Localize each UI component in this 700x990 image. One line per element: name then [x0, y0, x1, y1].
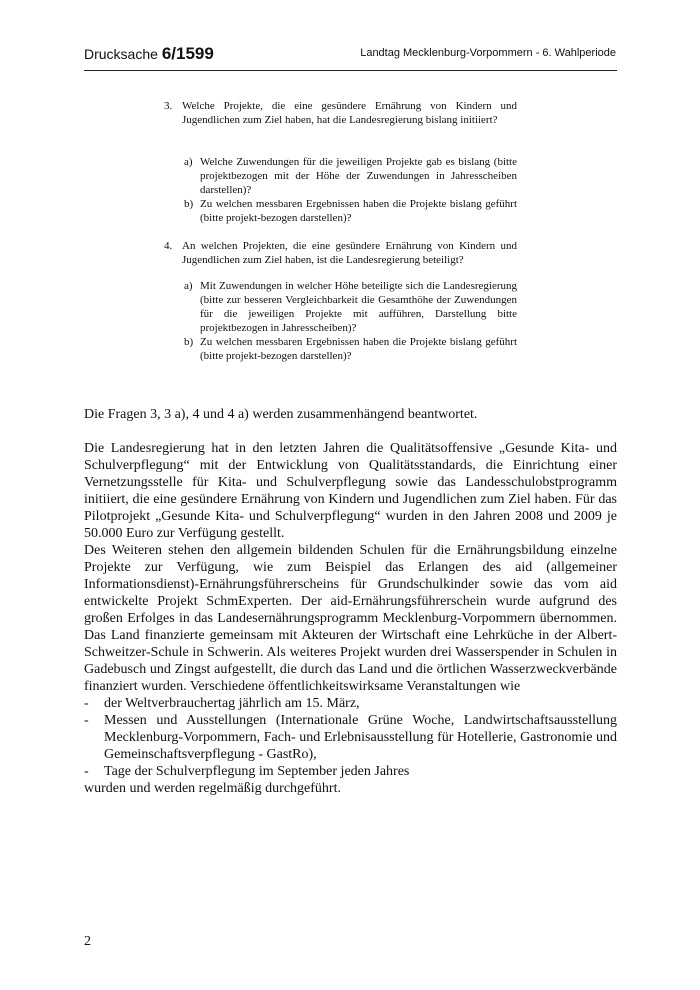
- header-divider: [84, 70, 617, 71]
- question-text: Welche Projekte, die eine gesündere Ernährung von Kindern und Jugendlichen zum Ziel haben, hat die Landesregierung bislang initiiert?: [182, 100, 517, 126]
- bullet-dash: -: [84, 696, 89, 711]
- sub-text: Mit Zuwendungen in welcher Höhe beteiligte sich die Landesregierung (bitte zur besseren Vergleichbarkeit die Gesamthöhe der Zuwendungen für die jeweiligen Projekte mit aufführen, Darstellung bitte projektbezogen in Jahresscheiben)?: [200, 280, 517, 334]
- question-4-sub-a: [184, 279, 517, 335]
- sub-label: b): [184, 336, 194, 348]
- question-4: [164, 239, 517, 267]
- answer-intro-text: Die Fragen 3, 3 a), 4 und 4 a) werden zusammenhängend beantwortet.: [84, 407, 478, 422]
- sub-text: Welche Zuwendungen für die jeweiligen Projekte gab es bislang (bitte projektbezogen mit der Höhe der Zuwendungen in Jahresscheiben darstellen)?: [200, 156, 517, 196]
- answer-body: [84, 440, 617, 797]
- answer-paragraph-1: Die Landesregierung hat in den letzten Jahren die Qualitätsoffensive „Gesunde Kita- und Schulverpflegung“ mit der Entwicklung von Qualitätsstandards, die Einrichtung einer Vernetzungsstelle für Kita- und Schulverpflegung sowie das Landesschulobstprogramm initiiert, die eine gesündere Ernährung von Kindern und Jugendlichen zum Ziel haben. Für das Pilotprojekt „Gesunde Kita- und Schulverpflegung“ wurden in den Jahren 2008 und 2009 je 50.000 Euro zur Verfügung gestellt.: [84, 441, 617, 541]
- sub-label: a): [184, 280, 193, 292]
- page-number: 2: [84, 934, 91, 949]
- question-3-sub-b: [184, 197, 517, 225]
- question-3: [164, 99, 517, 127]
- bullet-text: Messen und Ausstellungen (Internationale Grüne Woche, Landwirtschaftsausstellung Mecklenburg-Vorpommern, Fach- und Erlebnisausstellung für Hotellerie, Gastronomie und Gemeinschaftsverpflegung - GastRo),: [104, 713, 617, 762]
- answer-closing: wurden und werden regelmäßig durchgeführt.: [84, 781, 341, 796]
- header-parliament: Landtag Mecklenburg-Vorpommern - 6. Wahlperiode: [360, 47, 616, 59]
- bullet-dash: -: [84, 764, 89, 779]
- sub-label: a): [184, 156, 193, 168]
- question-number: 3.: [164, 100, 173, 112]
- sub-text: Zu welchen messbaren Ergebnissen haben die Projekte bislang geführt (bitte projekt-bezogen darstellen)?: [200, 198, 517, 224]
- bullet-dash: -: [84, 713, 89, 728]
- bullet-item: [84, 695, 617, 712]
- bullet-text: Tage der Schulverpflegung im September jeden Jahres: [104, 764, 410, 779]
- bullet-item: [84, 712, 617, 763]
- answer-intro: [84, 406, 617, 423]
- bullet-item: [84, 763, 617, 780]
- header-document-number: [84, 44, 214, 64]
- question-text: An welchen Projekten, die eine gesündere Ernährung von Kindern und Jugendlichen zum Ziel haben, ist die Landesregierung beteiligt?: [182, 240, 517, 266]
- bullet-text: der Weltverbrauchertag jährlich am 15. März,: [104, 696, 360, 711]
- sub-label: b): [184, 198, 194, 210]
- header-prefix: Drucksache: [84, 46, 162, 62]
- answer-paragraph-2: Des Weiteren stehen den allgemein bildenden Schulen für die Ernährungsbildung einzelne Projekte zur Verfügung, wie zum Beispiel das Erlangen des aid (allgemeiner Informationsdienst)-Ernährungsführerscheins für Grundschulkinder sowie das vom aid entwickelte Projekt SchmExperten. Der aid-Ernährungsführerschein wurde aufgrund des großen Erfolges in das Landesernährungsprogramm Mecklenburg-Vorpommern übernommen. Das Land finanzierte gemeinsam mit Akteuren der Wirtschaft eine Lehrküche in der Albert-Schweitzer-Schule in Schwerin. Als weiteres Projekt wurden drei Wasserspender in Schulen in Gadebusch und Zingst aufgestellt, die durch das Land und die örtlichen Wasserzweckverbände finanziert wurden. Verschiedene öffentlichkeitswirksame Veranstaltungen wie: [84, 543, 617, 694]
- question-3-sub-a: [184, 155, 517, 197]
- sub-text: Zu welchen messbaren Ergebnissen haben die Projekte bislang geführt (bitte projekt-bezogen darstellen)?: [200, 336, 517, 362]
- question-4-sub-b: [184, 335, 517, 363]
- question-number: 4.: [164, 240, 173, 252]
- header-number: 6/1599: [161, 44, 214, 63]
